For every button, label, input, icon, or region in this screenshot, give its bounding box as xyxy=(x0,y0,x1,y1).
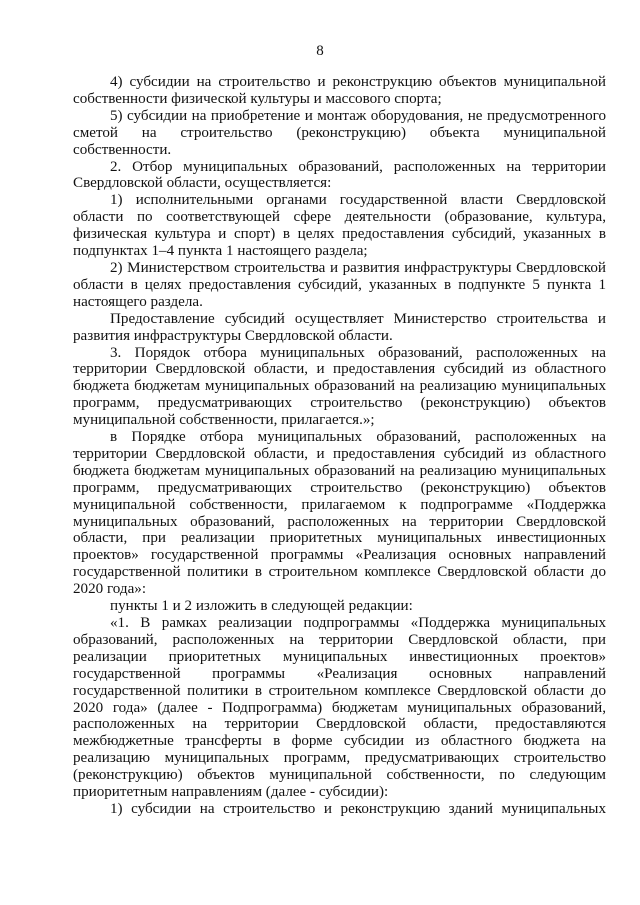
text-line: 2. Отбор муниципальных образований, расположенных на территории xyxy=(110,158,606,175)
text-line: государственной программы «Реализация основных направлений xyxy=(73,665,606,682)
paragraph xyxy=(73,260,606,311)
text-line: 4) субсидии на строительство и реконструкцию объектов муниципальной xyxy=(110,74,606,90)
text-line: области, при реализации приоритетных муниципальных инвестиционных xyxy=(73,530,606,547)
paragraph xyxy=(73,108,606,159)
text-line: подпунктах 1–4 пункта 1 настоящего раздела; xyxy=(73,243,368,260)
text-line: 1) субсидии на строительство и реконструкцию зданий муниципальных xyxy=(110,800,606,817)
text-line: муниципальной собственности, прилагаемом к подпрограмме «Поддержка xyxy=(73,496,606,513)
document-body xyxy=(73,74,606,818)
paragraph xyxy=(73,159,606,193)
text-line: пункты 1 и 2 изложить в следующей редакции: xyxy=(110,598,413,615)
text-line: Свердловской области, осуществляется: xyxy=(73,175,332,192)
text-line: проектов» государственной программы «Реализация основных направлений xyxy=(73,547,606,564)
text-line: Предоставление субсидий осуществляет Министерство строительства и xyxy=(110,310,606,327)
text-line: физическая культура и спорт) в целях предоставления субсидий, указанных в xyxy=(73,226,606,243)
text-line: муниципальных образований, расположенных на территории Свердловской xyxy=(73,513,606,530)
paragraph xyxy=(73,429,606,598)
text-line: 2) Министерством строительства и развития инфраструктуры Свердловской xyxy=(110,259,606,276)
text-line: реализацию муниципальных программ, предусматривающих строительство xyxy=(73,750,606,767)
text-line: сметой на строительство (реконструкцию) объекта муниципальной xyxy=(73,124,606,141)
text-line: «1. В рамках реализации подпрограммы «Поддержка муниципальных xyxy=(110,615,606,631)
text-line: реализации приоритетных муниципальных инвестиционных проектов» xyxy=(73,648,606,665)
paragraph xyxy=(73,192,606,260)
text-line: 3. Порядок отбора муниципальных образований, расположенных на xyxy=(110,344,606,361)
text-line: бюджета бюджетам муниципальных образований на реализацию муниципальных xyxy=(73,462,606,479)
text-line: приоритетным направлениям (далее - субсидии): xyxy=(73,784,389,801)
text-line: расположенных на территории Свердловской области, предоставляются xyxy=(73,716,606,733)
text-line: территории Свердловской области, и предоставления субсидий из областного xyxy=(73,445,606,462)
paragraph xyxy=(73,598,606,615)
text-line: бюджета бюджетам муниципальных образований на реализацию муниципальных xyxy=(73,378,606,395)
paragraph xyxy=(73,345,606,430)
paragraph xyxy=(73,311,606,345)
text-line: территории Свердловской области, и предоставления субсидий из областного xyxy=(73,361,606,378)
text-line: в Порядке отбора муниципальных образований, расположенных на xyxy=(110,429,606,446)
text-line: 2020 года»: xyxy=(73,581,147,598)
text-line: межбюджетные трансферты в форме субсидии из областного бюджета на xyxy=(73,733,606,750)
text-line: собственности. xyxy=(73,141,172,158)
text-line: области по соответствующей сфере деятельности (образование, культура, xyxy=(73,209,606,226)
page-number: 8 xyxy=(316,43,324,59)
text-line: программ, предусматривающих строительство (реконструкцию) объектов xyxy=(73,479,606,496)
text-line: программ, предусматривающих строительство (реконструкцию) объектов xyxy=(73,395,606,412)
text-line: настоящего раздела. xyxy=(73,293,203,310)
paragraph xyxy=(73,801,606,818)
text-line: 5) субсидии на приобретение и монтаж оборудования, не предусмотренного xyxy=(110,107,606,124)
text-line: государственной политики в строительном комплексе Свердловской области до xyxy=(73,564,606,581)
text-line: государственной политики в строительном комплексе Свердловской области до xyxy=(73,682,606,699)
text-line: (реконструкцию) объектов муниципальной собственности, по следующим xyxy=(73,767,606,784)
text-line: образований, расположенных на территории Свердловской области, при xyxy=(73,631,606,648)
text-line: развития инфраструктуры Свердловской области. xyxy=(73,327,393,344)
text-line: 1) исполнительными органами государственной власти Свердловской xyxy=(110,192,606,209)
paragraph xyxy=(73,74,606,108)
text-line: области в целях предоставления субсидий, указанных в подпункте 5 пункта 1 xyxy=(73,276,606,293)
paragraph xyxy=(73,615,606,801)
text-line: собственности физической культуры и массового спорта; xyxy=(73,90,442,107)
text-line: муниципальной собственности, прилагается.»; xyxy=(73,412,375,429)
text-line: 2020 года» (далее - Подпрограмма) бюджетам муниципальных образований, xyxy=(73,699,606,716)
